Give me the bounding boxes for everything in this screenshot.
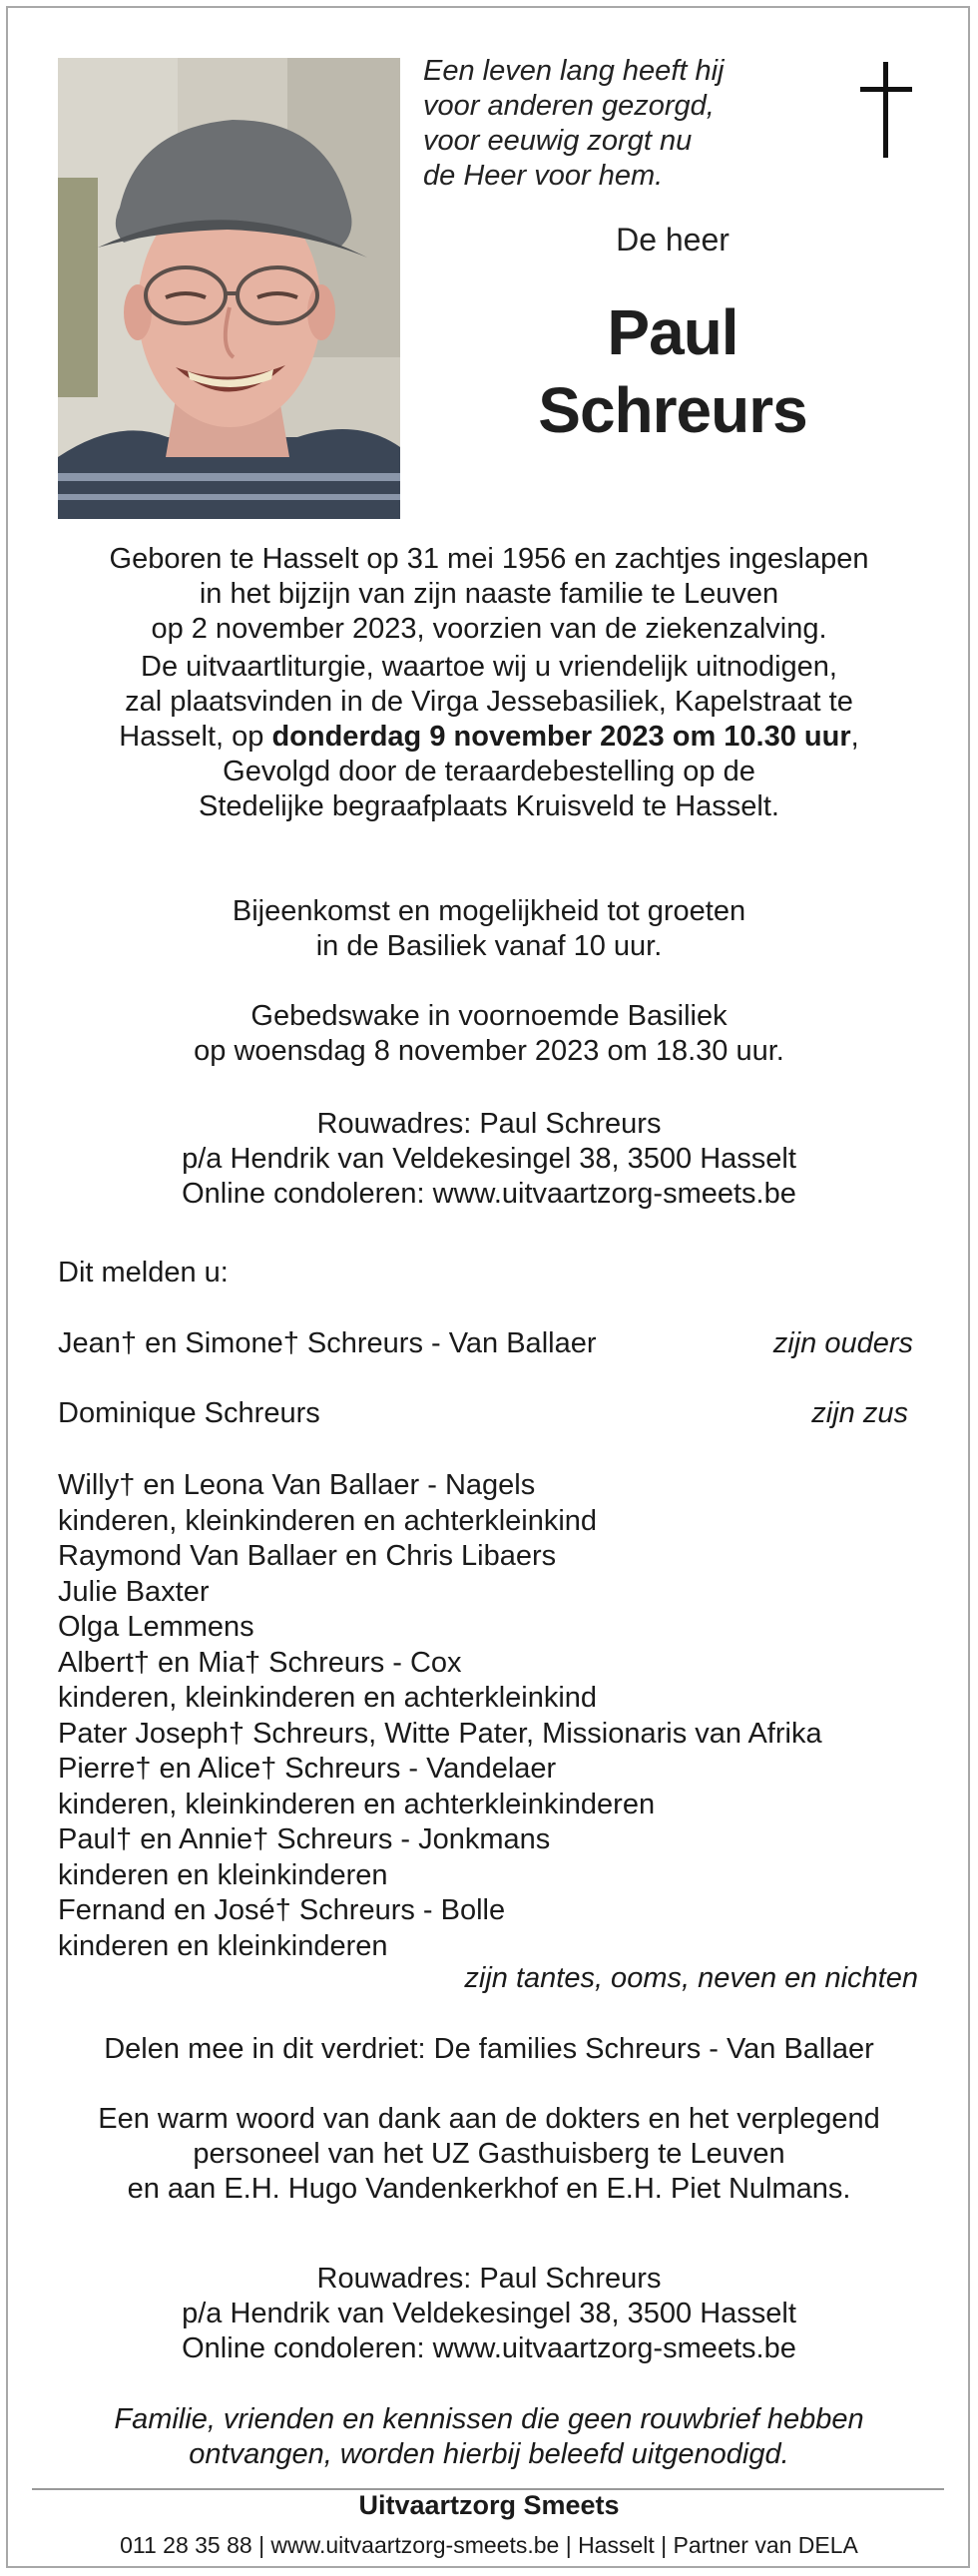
family-line: kinderen, kleinkinderen en achterkleinkind [58, 1504, 598, 1537]
text-span: Hasselt, op [119, 721, 272, 753]
text-line: en aan E.H. Hugo Vandenkerkhof en E.H. Piet Nulmans. [127, 2173, 851, 2205]
portrait-illustration [58, 58, 400, 519]
title-prefix: De heer [616, 222, 730, 258]
thanks-paragraph [20, 2102, 958, 2207]
parents-names: Jean† en Simone† Schreurs - Van Ballaer [58, 1327, 597, 1359]
family-line: Olga Lemmens [58, 1611, 254, 1643]
text-line: Delen mee in dit verdriet: De families Schreurs - Van Ballaer [104, 2033, 874, 2065]
sister-relation: zijn zus [811, 1397, 908, 1429]
family-line: Pater Joseph† Schreurs, Witte Pater, Missionaris van Afrika [58, 1717, 822, 1750]
cross-icon [858, 60, 914, 160]
text-line: Familie, vrienden en kennissen die geen rouwbrief hebben [114, 2403, 864, 2435]
text-line: p/a Hendrik van Veldekesingel 38, 3500 Hasselt [182, 1143, 796, 1175]
text-line [20, 720, 958, 755]
poem-line: de Heer voor hem. [423, 160, 664, 192]
funeral-home-name: Uitvaartzorg Smeets [358, 2490, 620, 2520]
text-line: Bijeenkomst en mogelijkheid tot groeten [232, 895, 746, 927]
text-line: Online condoleren: www.uitvaartzorg-smeets.be [182, 1178, 796, 1210]
text-line: Online condoleren: www.uitvaartzorg-smeets.be [182, 2332, 796, 2364]
family-line: kinderen, kleinkinderen en achterkleinkinderen [58, 1788, 656, 1820]
sister-name: Dominique Schreurs [58, 1397, 320, 1429]
text-line: Rouwadres: Paul Schreurs [316, 1108, 662, 1140]
text-line: in de Basiliek vanaf 10 uur. [315, 930, 663, 962]
text-line: Rouwadres: Paul Schreurs [316, 2263, 662, 2295]
poem-line: voor anderen gezorgd, [423, 90, 715, 122]
ceremony-datetime: donderdag 9 november 2023 om 10.30 uur [271, 721, 851, 753]
family-line: Paul† en Annie† Schreurs - Jonkmans [58, 1823, 551, 1855]
text-line: ontvangen, worden hierbij beleefd uitgenodigd. [189, 2438, 789, 2470]
family-line: Willy† en Leona Van Ballaer - Nagels [58, 1469, 536, 1501]
portrait-photo [58, 58, 400, 519]
family-line: Pierre† en Alice† Schreurs - Vandelaer [58, 1753, 557, 1785]
text-line: Gebedswake in voornoemde Basiliek [250, 1000, 728, 1032]
address-block-2 [20, 2262, 958, 2366]
text-span: , [850, 721, 859, 753]
family-line: Julie Baxter [58, 1575, 210, 1608]
closing-paragraph [20, 2402, 958, 2472]
wake-paragraph [20, 999, 958, 1069]
text-line: Gevolgd door de teraardebestelling op de [223, 756, 755, 787]
family-line: Raymond Van Ballaer en Chris Libaers [58, 1540, 557, 1572]
announce-label: Dit melden u: [58, 1257, 229, 1288]
family-line: kinderen en kleinkinderen [58, 1858, 388, 1891]
text-line: zal plaatsvinden in de Virga Jessebasiliek, Kapelstraat te [125, 686, 853, 718]
parents-relation: zijn ouders [772, 1327, 913, 1359]
first-name: Paul [607, 296, 738, 368]
text-line: personeel van het UZ Gasthuisberg te Leuven [193, 2138, 785, 2170]
birth-paragraph [20, 542, 958, 647]
text-line: in het bijzijn van zijn naaste familie te Leuven [199, 578, 779, 610]
liturgy-paragraph [20, 650, 958, 824]
family-line: kinderen, kleinkinderen en achterkleinkind [58, 1682, 598, 1714]
poem-line: Een leven lang heeft hij [423, 55, 725, 87]
text-line: op woensdag 8 november 2023 om 18.30 uur. [194, 1035, 784, 1067]
text-line: op 2 november 2023, voorzien van de ziekenzalving. [151, 613, 827, 645]
family-line: Albert† en Mia† Schreurs - Cox [58, 1646, 462, 1679]
funeral-home-contact: 011 28 35 88 | www.uitvaartzorg-smeets.be | Hasselt | Partner van DELA [120, 2532, 858, 2558]
family-relation: zijn tantes, ooms, neven en nichten [464, 1962, 918, 1994]
share-grief [20, 2032, 958, 2067]
family-line: kinderen en kleinkinderen [58, 1929, 388, 1962]
family-list [58, 1468, 822, 1964]
family-line: Fernand en José† Schreurs - Bolle [58, 1894, 506, 1926]
last-name: Schreurs [538, 374, 807, 446]
gathering-paragraph [20, 894, 958, 964]
text-line: p/a Hendrik van Veldekesingel 38, 3500 Hasselt [182, 2298, 796, 2329]
text-line: De uitvaartliturgie, waartoe wij u vriendelijk uitnodigen, [141, 651, 837, 683]
text-line: Een warm woord van dank aan de dokters en het verplegend [98, 2103, 880, 2135]
text-line: Geboren te Hasselt op 31 mei 1956 en zachtjes ingeslapen [109, 543, 869, 575]
text-line: Stedelijke begraafplaats Kruisveld te Hasselt. [199, 790, 779, 822]
address-block [20, 1107, 958, 1212]
poem [423, 54, 802, 194]
poem-line: voor eeuwig zorgt nu [423, 125, 693, 157]
